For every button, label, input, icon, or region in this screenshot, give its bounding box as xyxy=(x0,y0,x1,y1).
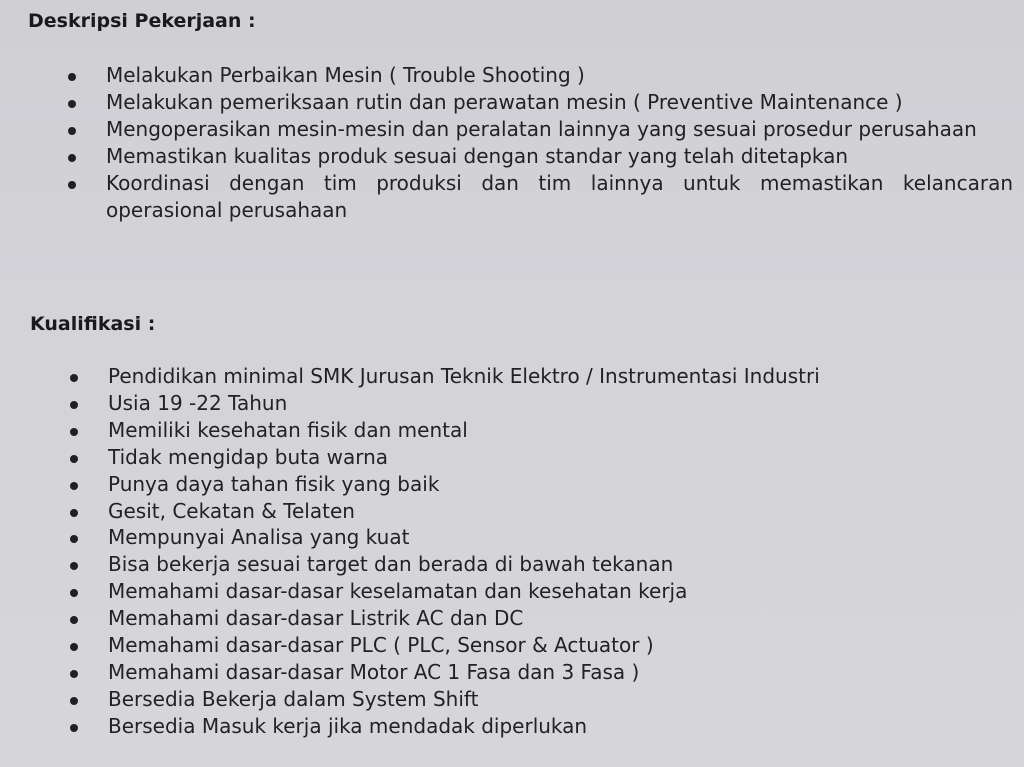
list-item-text: Memahami dasar-dasar PLC ( PLC, Sensor & Actuator ) xyxy=(108,633,654,658)
bullet-icon xyxy=(70,670,78,678)
list-item-text: Memahami dasar-dasar Listrik AC dan DC xyxy=(108,606,524,631)
list-item-text: Memahami dasar-dasar Motor AC 1 Fasa dan 3 Fasa ) xyxy=(108,659,640,684)
list-item-text: Usia 19 -22 Tahun xyxy=(108,390,288,415)
list-item-text: Melakukan pemeriksaan rutin dan perawatan mesin ( Preventive Maintenance ) xyxy=(106,90,903,114)
bullet-icon xyxy=(70,724,78,732)
bullet-icon xyxy=(70,643,78,651)
list-item-text: Bersedia Bekerja dalam System Shift xyxy=(108,686,479,711)
list-item xyxy=(70,417,970,444)
bullet-icon xyxy=(70,589,78,597)
bullet-icon xyxy=(68,181,76,189)
bullet-icon xyxy=(70,428,78,436)
list-item-text: Tidak mengidap buta warna xyxy=(108,444,389,469)
qualification-heading: Kualifikasi : xyxy=(30,313,156,335)
bullet-icon xyxy=(68,100,76,108)
list-item-text: Bisa bekerja sesuai target dan berada di bawah tekanan xyxy=(108,552,674,577)
bullet-icon xyxy=(70,509,78,517)
list-item xyxy=(70,713,970,740)
list-item xyxy=(70,471,970,498)
list-item xyxy=(68,143,1013,170)
list-item-text: Melakukan Perbaikan Mesin ( Trouble Shooting ) xyxy=(106,63,585,87)
list-item xyxy=(70,659,970,686)
list-item xyxy=(70,524,970,551)
list-item xyxy=(70,632,970,659)
bullet-icon xyxy=(70,616,78,624)
bullet-icon xyxy=(70,482,78,490)
list-item-text: Memahami dasar-dasar keselamatan dan kesehatan kerja xyxy=(108,579,688,604)
list-item-text: Bersedia Masuk kerja jika mendadak diperlukan xyxy=(108,713,588,738)
list-item-text: Mengoperasikan mesin-mesin dan peralatan lainnya yang sesuai prosedur perusahaan xyxy=(106,117,977,141)
list-item-text: Memastikan kualitas produk sesuai dengan standar yang telah ditetapkan xyxy=(106,144,849,168)
list-item xyxy=(70,551,970,578)
list-item-text: Memiliki kesehatan fisik dan mental xyxy=(108,417,468,442)
list-item-text: Gesit, Cekatan & Telaten xyxy=(108,498,355,523)
list-item xyxy=(70,390,970,417)
job-description-heading: Deskripsi Pekerjaan : xyxy=(28,10,256,32)
bullet-icon xyxy=(70,374,78,382)
bullet-icon xyxy=(70,697,78,705)
bullet-icon xyxy=(68,73,76,81)
list-item xyxy=(70,444,970,471)
list-item-text: Punya daya tahan fisik yang baik xyxy=(108,471,440,496)
bullet-icon xyxy=(68,154,76,162)
bullet-icon xyxy=(70,455,78,463)
job-description-list xyxy=(68,62,1013,224)
list-item xyxy=(68,170,1013,224)
bullet-icon xyxy=(70,535,78,543)
qualification-list xyxy=(70,363,970,740)
list-item xyxy=(68,116,1013,143)
list-item xyxy=(68,62,1013,89)
list-item-text: Koordinasi dengan tim produksi dan tim lainnya untuk memastikan kelancaran operasional perusahaan xyxy=(106,171,1013,222)
bullet-icon xyxy=(68,127,76,135)
bullet-icon xyxy=(70,562,78,570)
list-item-text: Mempunyai Analisa yang kuat xyxy=(108,525,410,550)
bullet-icon xyxy=(70,401,78,409)
list-item xyxy=(70,578,970,605)
list-item xyxy=(68,89,1013,116)
list-item-text: Pendidikan minimal SMK Jurusan Teknik Elektro / Instrumentasi Industri xyxy=(108,364,820,388)
list-item xyxy=(70,686,970,713)
list-item xyxy=(70,363,970,390)
list-item xyxy=(70,605,970,632)
list-item xyxy=(70,498,970,525)
